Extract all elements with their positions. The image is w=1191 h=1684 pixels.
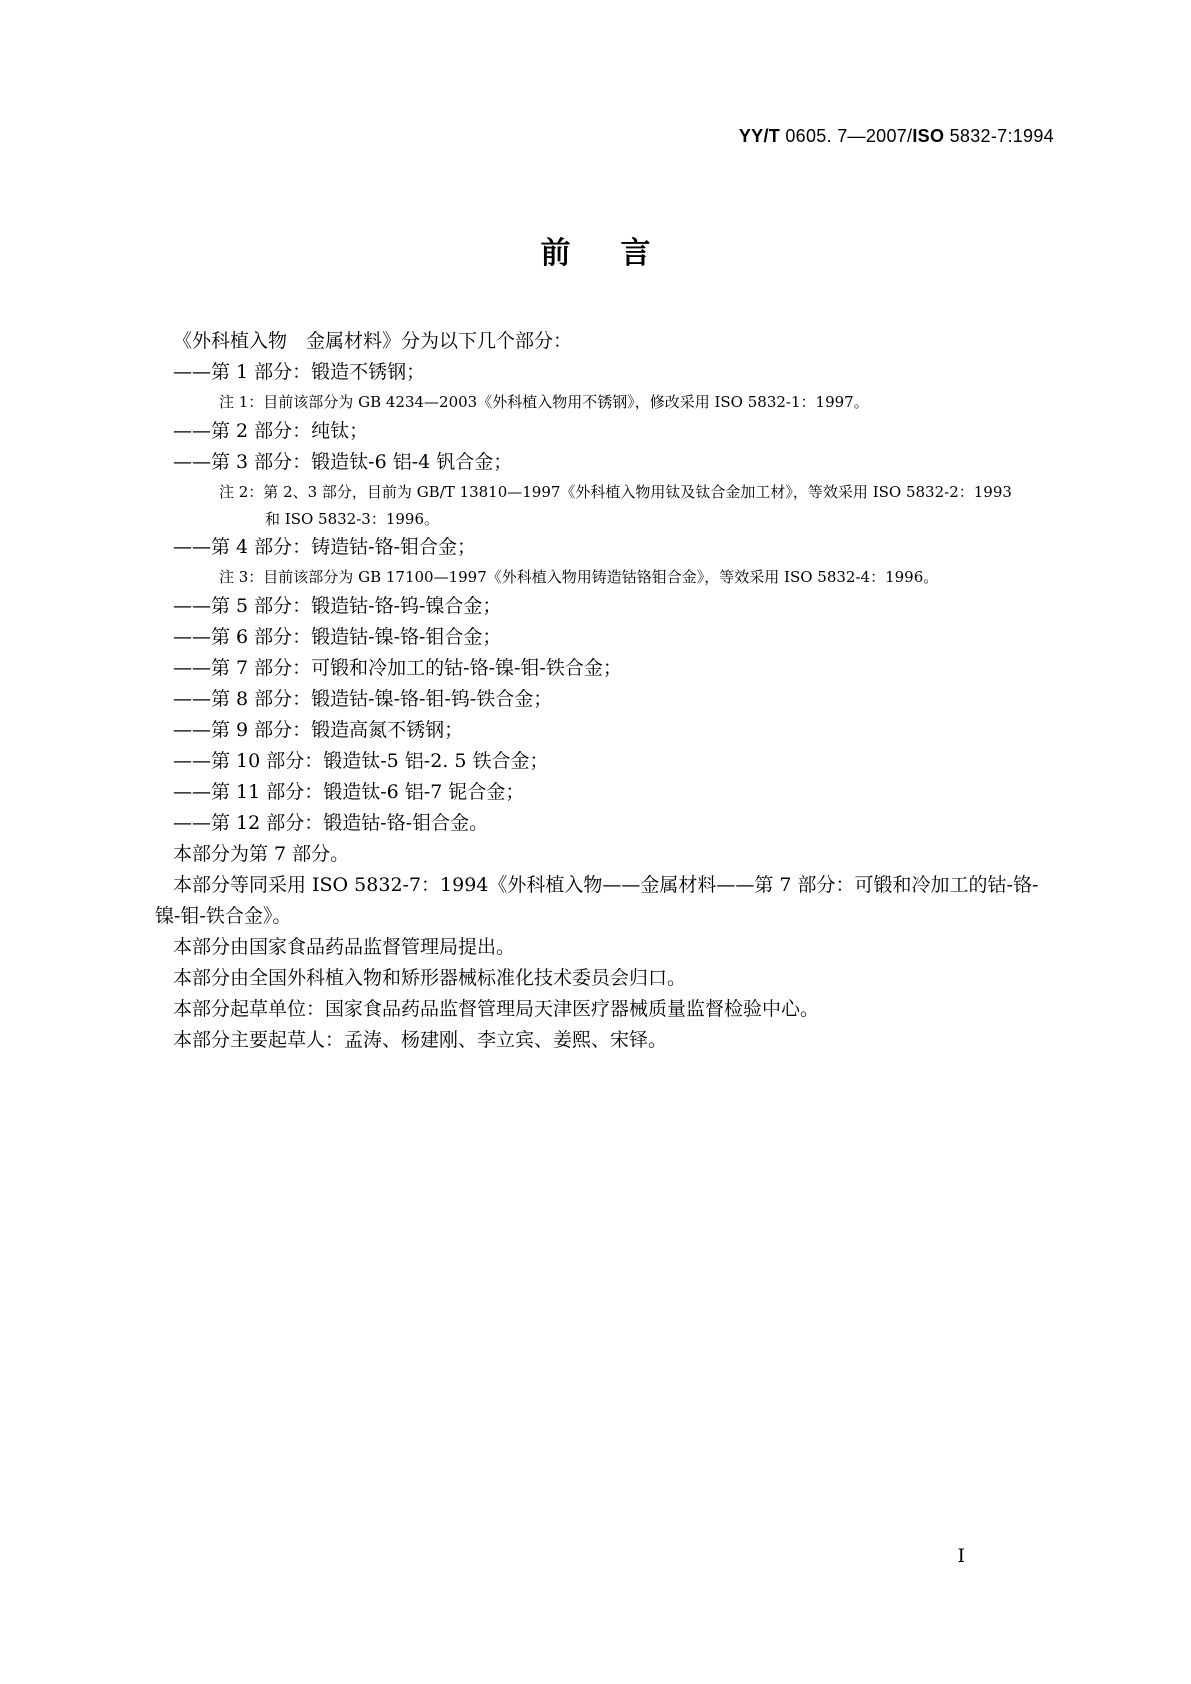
list-item-part7: ——第 7 部分：可锻和冷加工的钴-铬-镍-钼-铁合金； [173,657,622,679]
standard-number: 0605. 7—2007/ [780,126,913,146]
note-1: 注 1：目前该部分为 GB 4234—2003《外科植入物用不锈钢》，修改采用 ISO 5832-1：1997。 [219,393,869,411]
intro-line: 《外科植入物 金属材料》分为以下几个部分： [173,330,573,352]
page-number: I [957,1545,965,1567]
paragraph-drafters: 本部分主要起草人：孟涛、杨建刚、李立宾、姜熙、宋铎。 [173,1029,668,1051]
list-item-part12: ——第 12 部分：锻造钴-铬-钼合金。 [173,812,489,834]
list-item-part3: ——第 3 部分：锻造钛-6 铝-4 钒合金； [173,451,513,473]
list-item-part8: ——第 8 部分：锻造钴-镍-铬-钼-钨-铁合金； [173,688,553,710]
document-body [155,326,1055,1056]
paragraph-part-number: 本部分为第 7 部分。 [173,843,350,865]
list-item-part10: ——第 10 部分：锻造钛-5 铝-2. 5 铁合金； [173,750,549,772]
iso-number: 5832-7:1994 [944,126,1054,146]
standard-prefix: YY/T [738,126,781,146]
iso-prefix: ISO [912,126,945,146]
list-item-part9: ——第 9 部分：锻造高氮不锈钢； [173,719,464,741]
page-title: 前言 [540,236,701,271]
paragraph-adoption: 本部分等同采用 ISO 5832-7：1994《外科植入物——金属材料——第 7 部分：可锻和冷加工的钴-铬-镍-钼-铁合金》。 [155,874,1039,927]
note-2-line1: 注 2：第 2、3 部分，目前为 GB/T 13810—1997《外科植入物用钛及钛合金加工材》，等效采用 ISO 5832-2：1993 [219,483,1012,501]
list-item-part2: ——第 2 部分：纯钛； [173,420,369,442]
list-item-part1: ——第 1 部分：锻造不锈钢； [173,361,426,383]
note-2-line2: 和 ISO 5832-3：1996。 [265,510,439,528]
list-item-part6: ——第 6 部分：锻造钴-镍-铬-钼合金； [173,626,502,648]
paragraph-drafting-unit: 本部分起草单位：国家食品药品监督管理局天津医疗器械质量监督检验中心。 [173,998,820,1020]
standard-code-header [739,126,1054,147]
list-item-part11: ——第 11 部分：锻造钛-6 铝-7 铌合金； [173,781,525,803]
list-item-part4: ——第 4 部分：铸造钴-铬-钼合金； [173,536,477,558]
note-3: 注 3：目前该部分为 GB 17100—1997《外科植入物用铸造钴铬钼合金》，等效采用 ISO 5832-4：1996。 [219,568,939,586]
paragraph-proposer: 本部分由国家食品药品监督管理局提出。 [173,936,516,958]
list-item-part5: ——第 5 部分：锻造钴-铬-钨-镍合金； [173,595,502,617]
paragraph-committee: 本部分由全国外科植入物和矫形器械标准化技术委员会归口。 [173,967,687,989]
